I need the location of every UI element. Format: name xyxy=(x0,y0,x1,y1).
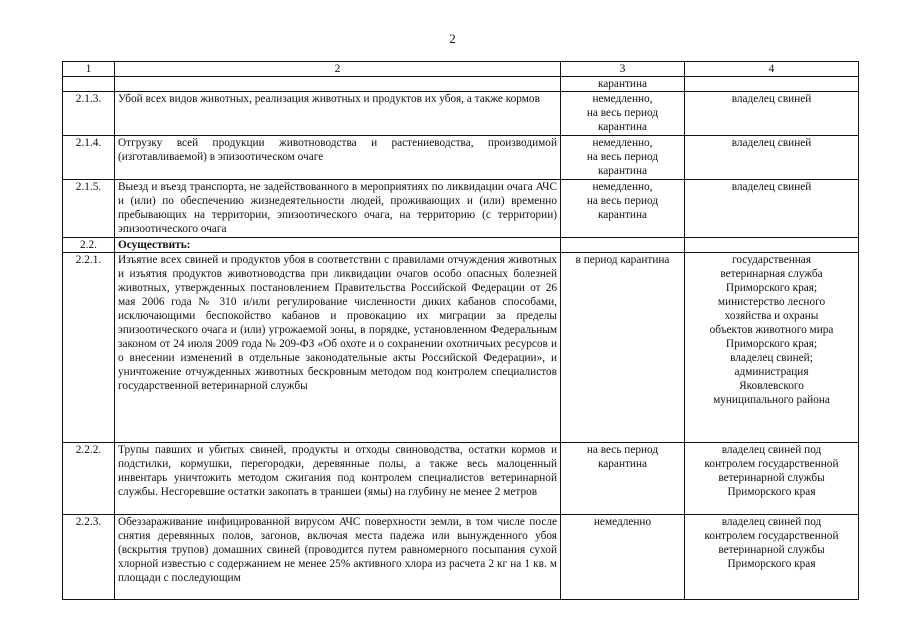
deadline-cell xyxy=(561,238,685,253)
column-header-4: 4 xyxy=(685,62,859,77)
responsible-line: ветеринарной службы xyxy=(718,472,825,484)
deadline-line: на весь период xyxy=(586,151,659,163)
responsible-line: государственная xyxy=(731,254,812,266)
responsible-line: ветеринарной службы xyxy=(718,544,825,556)
continuation-who-cell xyxy=(685,77,859,92)
responsible-cell xyxy=(685,180,859,238)
deadline-line: в период карантина xyxy=(575,254,670,266)
responsible-line: Яковлевского xyxy=(739,380,804,392)
continuation-row xyxy=(63,77,859,92)
measure-text: Убой всех видов животных, реализация животных и продуктов их убоя, а также кормов xyxy=(115,92,561,136)
table-row xyxy=(63,443,859,515)
deadline-line: карантина xyxy=(597,121,648,133)
deadline-line: немедленно, xyxy=(592,181,653,193)
row-number: 2.2.2. xyxy=(63,443,115,515)
responsible-cell xyxy=(685,515,859,600)
measure-text: Выезд и въезд транспорта, не задействованного в мероприятиях по ликвидации очага АЧС и (или) по обеспечению жизнедеятельности людей, проживающих и (или) временно пребывающих на территории, эпизоотического очага, на территорию (с территории) эпизоотического очага xyxy=(115,180,561,238)
responsible-line: хозяйства и охраны xyxy=(724,310,819,322)
table-row xyxy=(63,180,859,238)
deadline-line: карантина xyxy=(597,165,648,177)
responsible-line: владелец свиней xyxy=(731,93,812,105)
row-number: 2.2. xyxy=(63,238,115,253)
column-header-3: 3 xyxy=(561,62,685,77)
deadline-line: немедленно, xyxy=(592,93,653,105)
deadline-line: на весь период xyxy=(586,107,659,119)
measure-text: Осуществить: xyxy=(115,238,561,253)
deadline-cell xyxy=(561,515,685,600)
continuation-num-cell xyxy=(63,77,115,92)
responsible-line: контролем государственной xyxy=(704,530,839,542)
deadline-line: на весь период xyxy=(586,195,659,207)
deadline-line: карантина xyxy=(597,209,648,221)
deadline-cell xyxy=(561,443,685,515)
deadline-cell xyxy=(561,92,685,136)
responsible-cell xyxy=(685,92,859,136)
responsible-cell xyxy=(685,238,859,253)
table-row xyxy=(63,253,859,443)
responsible-cell xyxy=(685,253,859,443)
responsible-line: владелец свиней xyxy=(731,137,812,149)
responsible-line: владелец свиней под xyxy=(721,516,822,528)
row-number: 2.1.3. xyxy=(63,92,115,136)
column-header-2: 2 xyxy=(115,62,561,77)
responsible-line: Приморского края xyxy=(727,558,816,570)
page-number: 2 xyxy=(449,31,456,46)
deadline-line: на весь период xyxy=(586,444,659,456)
responsible-line: владелец свиней xyxy=(731,181,812,193)
measure-text: Отгрузку всей продукции животноводства и растениеводства, производимой (изготавливаемой) в эпизоотическом очаге xyxy=(115,136,561,180)
table-row xyxy=(63,515,859,600)
responsible-line: министерство лесного xyxy=(717,296,826,308)
measure-text: Обеззараживание инфицированной вирусом АЧС поверхности земли, в том числе после снятия деревянных полов, загонов, включая места падежа или вынужденного убоя (вскрытия трупов) домашних свиней (проводится путем равномерного посыпания сухой хлорной известью с содержанием не менее 25% активного хлора из расчета 2 кг на 1 кв. м площади с последующим xyxy=(115,515,561,600)
table-body xyxy=(63,62,859,600)
responsible-line: администрация xyxy=(734,366,809,378)
responsible-line: Приморского края; xyxy=(725,338,818,350)
responsible-line: муниципального района xyxy=(713,394,830,406)
table-row xyxy=(63,136,859,180)
measures-table xyxy=(62,61,859,600)
responsible-line: владелец свиней под xyxy=(721,444,822,456)
responsible-cell xyxy=(685,136,859,180)
row-number: 2.2.3. xyxy=(63,515,115,600)
deadline-cell xyxy=(561,136,685,180)
measure-text: Трупы павших и убитых свиней, продукты и отходы свиноводства, остатки кормов и подстилки, кормушки, перегородки, деревянные полы, а также весь малоценный инвентарь уничтожить методом сжигания под контролем специалистов ветеринарной службы. Несгоревшие остатки закопать в траншеи (ямы) на глубину не менее 2 метров xyxy=(115,443,561,515)
column-header-1: 1 xyxy=(63,62,115,77)
deadline-line: немедленно, xyxy=(592,137,653,149)
responsible-line: ветеринарная служба xyxy=(720,268,823,280)
responsible-line: объектов животного мира xyxy=(709,324,834,336)
row-number: 2.1.5. xyxy=(63,180,115,238)
row-number: 2.2.1. xyxy=(63,253,115,443)
row-number: 2.1.4. xyxy=(63,136,115,180)
responsible-cell xyxy=(685,443,859,515)
deadline-line: карантина xyxy=(597,458,648,470)
measure-text: Изъятие всех свиней и продуктов убоя в соответствии с правилами отчуждения животных и изъятия продуктов животноводства при ликвидации очагов особо опасных болезней животных, утвержденных постановлением Правительства Российской Федерации от 26 мая 2006 года № 310 и/или регулирование численности диких кабанов способами, исключающими беспокойство кабанов и провокацию их миграции за пределы эпизоотического очага и (или) угрожаемой зоны, в порядке, установленном Федеральным законом от 24 июля 2009 года № 209-ФЗ «Об охоте и о сохранении охотничьих ресурсов и о внесении изменений в отдельные законодательные акты Российской Федерации», и уничтожение отчужденных животных бескровным методом под контролем специалистов государственной ветеринарной службы xyxy=(115,253,561,443)
deadline-cell xyxy=(561,180,685,238)
table-row xyxy=(63,238,859,253)
deadline-line: немедленно xyxy=(593,516,652,528)
responsible-line: Приморского края; xyxy=(725,282,818,294)
deadline-cell xyxy=(561,253,685,443)
header-row xyxy=(63,62,859,77)
responsible-line: контролем государственной xyxy=(704,458,839,470)
continuation-text-cell xyxy=(115,77,561,92)
responsible-line: Приморского края xyxy=(727,486,816,498)
continuation-when-cell: карантина xyxy=(561,77,685,92)
table-row xyxy=(63,92,859,136)
responsible-line: владелец свиней; xyxy=(730,352,813,364)
